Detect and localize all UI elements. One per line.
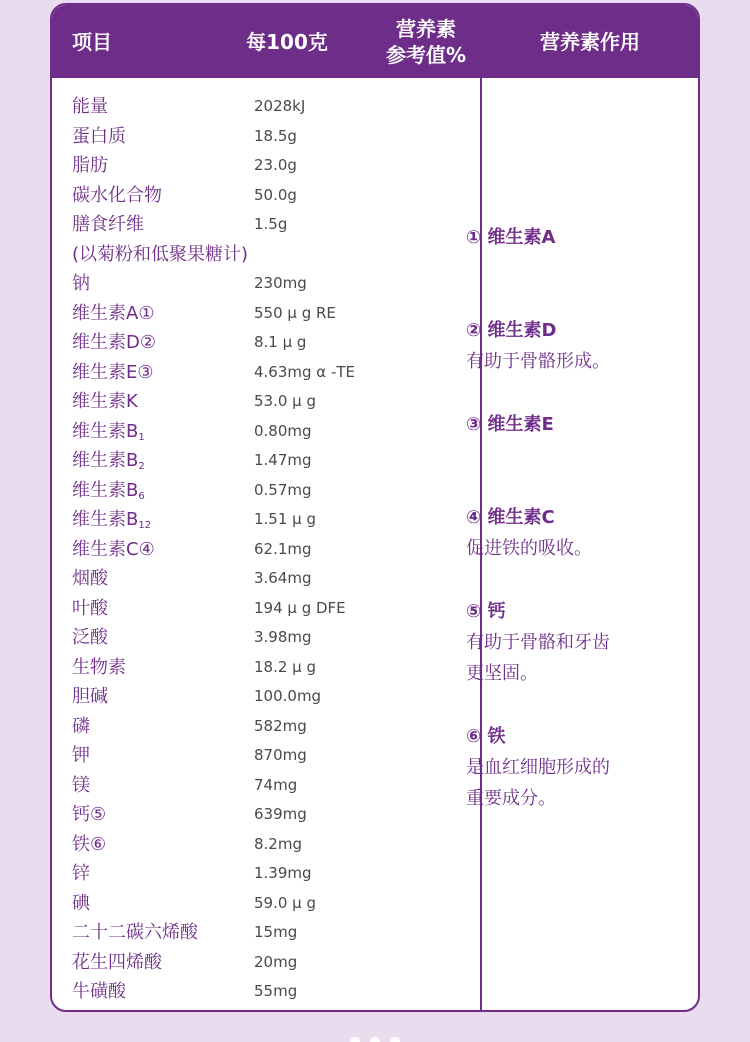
function-note-title: ⑥ 铁 bbox=[466, 726, 506, 747]
function-note-line: 更坚固。 bbox=[466, 663, 538, 684]
table-row bbox=[72, 358, 472, 388]
function-note-title: ④ 维生素C bbox=[466, 507, 555, 528]
nutrient-name bbox=[72, 594, 108, 624]
nutrient-name bbox=[72, 328, 156, 358]
table-row bbox=[72, 417, 472, 447]
table-row bbox=[72, 151, 472, 181]
table-row bbox=[72, 948, 472, 978]
function-note bbox=[466, 315, 610, 377]
function-note-line: 促进铁的吸收。 bbox=[466, 538, 592, 559]
table-row bbox=[72, 712, 472, 742]
nutrient-name-text: 胆碱 bbox=[72, 686, 108, 707]
nutrient-name-text: 维生素B bbox=[72, 509, 139, 530]
nutrient-subscript: 1 bbox=[138, 431, 145, 443]
nutrient-name bbox=[72, 889, 90, 919]
nutrient-value: 1.39mg bbox=[254, 864, 312, 882]
table-row bbox=[72, 92, 472, 122]
table-row bbox=[72, 594, 472, 624]
nutrient-value: 582mg bbox=[254, 716, 307, 735]
nutrient-name-text: 二十二碳六烯酸 bbox=[72, 922, 198, 943]
function-note-line: 有助于骨骼形成。 bbox=[466, 351, 610, 372]
function-note-title: ① 维生素A bbox=[466, 227, 556, 248]
nutrient-name bbox=[72, 741, 90, 771]
header-function: 营养素作用 bbox=[540, 29, 640, 54]
nutrient-name bbox=[72, 564, 108, 594]
table-header bbox=[52, 5, 698, 78]
nutrient-name-text: 维生素E③ bbox=[72, 361, 154, 383]
table-row bbox=[72, 240, 472, 270]
table-row bbox=[72, 977, 472, 1007]
table-row bbox=[72, 328, 472, 358]
nutrient-name-text: 钙⑤ bbox=[72, 804, 107, 825]
nutrient-value: 1.5g bbox=[254, 215, 288, 233]
table-row bbox=[72, 859, 472, 889]
nutrient-value: 20mg bbox=[254, 952, 298, 971]
nutrient-value: 1.51 μ g bbox=[254, 510, 316, 528]
nutrient-value: 550 μ g RE bbox=[254, 303, 336, 322]
nutrient-name-text: 生物素 bbox=[72, 656, 126, 678]
nutrient-name bbox=[72, 653, 126, 683]
nutrient-value: 0.80mg bbox=[254, 421, 312, 440]
header-nrv-line1: 营养素 bbox=[396, 16, 456, 41]
nutrient-value: 55mg bbox=[254, 982, 298, 1000]
function-note bbox=[466, 502, 592, 564]
function-note-line: 是血红细胞形成的 bbox=[466, 757, 610, 778]
nutrient-name-text: 叶酸 bbox=[72, 597, 108, 619]
nutrient-name bbox=[72, 476, 145, 509]
nutrient-name bbox=[72, 535, 155, 565]
nutrient-value: 639mg bbox=[254, 805, 307, 823]
nutrient-name-text: 维生素B bbox=[72, 479, 139, 501]
function-note bbox=[466, 596, 610, 689]
nutrient-value: 62.1mg bbox=[254, 539, 312, 558]
nutrient-name-text: 维生素D② bbox=[72, 332, 156, 353]
nutrient-name bbox=[72, 682, 108, 712]
nutrient-value: 2028kJ bbox=[254, 97, 306, 115]
table-row bbox=[72, 623, 472, 653]
nutrient-name bbox=[72, 299, 154, 329]
nutrient-name-text: 能量 bbox=[72, 96, 108, 117]
function-note-line: 重要成分。 bbox=[466, 788, 556, 809]
function-note-title: ③ 维生素E bbox=[466, 414, 554, 435]
table-row bbox=[72, 269, 472, 299]
table-row bbox=[72, 889, 472, 919]
function-note bbox=[466, 222, 555, 253]
header-per-100g: 每100克 bbox=[246, 29, 328, 54]
nutrient-name-text: 镁 bbox=[72, 774, 90, 796]
nutrient-name bbox=[72, 771, 90, 801]
nutrient-value: 59.0 μ g bbox=[254, 893, 316, 912]
nutrient-value: 1.47mg bbox=[254, 451, 312, 469]
nutrient-name-text: (以菊粉和低聚果糖计) bbox=[72, 243, 249, 265]
nutrient-name bbox=[72, 151, 108, 181]
table-row bbox=[72, 682, 472, 712]
nutrient-subscript: 2 bbox=[138, 461, 145, 472]
nutrient-value: 230mg bbox=[254, 274, 307, 292]
nutrient-name-text: 维生素C④ bbox=[72, 538, 155, 560]
nutrient-value: 74mg bbox=[254, 775, 298, 794]
nutrient-name bbox=[72, 417, 145, 450]
nutrient-value: 8.2mg bbox=[254, 834, 302, 853]
nutrient-name bbox=[72, 977, 126, 1007]
table-row bbox=[72, 771, 472, 801]
nutrient-name bbox=[72, 446, 145, 479]
nutrient-name-text: 维生素A① bbox=[72, 302, 155, 324]
nutrient-name-text: 维生素B bbox=[72, 420, 139, 442]
table-row bbox=[72, 505, 472, 535]
nutrient-name bbox=[72, 800, 106, 830]
nutrient-subscript: 12 bbox=[138, 520, 152, 531]
function-note-title: ⑤ 钙 bbox=[466, 601, 506, 622]
nutrient-name bbox=[72, 269, 90, 299]
nutrient-name-text: 脂肪 bbox=[72, 155, 108, 176]
nutrient-value: 3.64mg bbox=[254, 569, 312, 587]
nutrient-name bbox=[72, 387, 138, 417]
nutrient-name-text: 维生素K bbox=[72, 391, 138, 412]
nutrient-name bbox=[72, 210, 144, 240]
nutrient-name bbox=[72, 181, 162, 211]
nutrient-name-text: 碳水化合物 bbox=[72, 184, 162, 206]
nutrient-value: 53.0 μ g bbox=[254, 392, 316, 410]
nutrient-name bbox=[72, 830, 106, 860]
nutrient-value: 0.57mg bbox=[254, 480, 312, 499]
table-row bbox=[72, 535, 472, 565]
page-indicator-dots bbox=[300, 1036, 450, 1042]
table-row bbox=[72, 830, 472, 860]
nutrient-value: 100.0mg bbox=[254, 687, 322, 705]
nutrient-name bbox=[72, 92, 108, 122]
table-row bbox=[72, 446, 472, 476]
nutrient-name-text: 泛酸 bbox=[72, 627, 108, 648]
nutrient-name-text: 钾 bbox=[72, 745, 90, 766]
table-row bbox=[72, 476, 472, 506]
table-row bbox=[72, 181, 472, 211]
table-row bbox=[72, 653, 472, 683]
nutrient-name-text: 蛋白质 bbox=[72, 125, 126, 147]
nutrient-name bbox=[72, 240, 248, 270]
nutrient-name-text: 膳食纤维 bbox=[72, 214, 144, 235]
nutrient-value: 870mg bbox=[254, 746, 307, 764]
nutrient-name bbox=[72, 918, 198, 948]
nutrient-name bbox=[72, 358, 154, 388]
table-row bbox=[72, 299, 472, 329]
nutrient-name-text: 维生素B bbox=[72, 450, 139, 471]
nutrient-name bbox=[72, 623, 108, 653]
function-note-title: ② 维生素D bbox=[466, 320, 557, 341]
nutrient-name-text: 钠 bbox=[72, 273, 90, 294]
nutrient-name bbox=[72, 948, 162, 978]
table-row bbox=[72, 387, 472, 417]
nutrient-name bbox=[72, 505, 151, 538]
nutrient-value: 4.63mg α -TE bbox=[254, 362, 356, 381]
nutrient-value: 18.2 μ g bbox=[254, 657, 316, 676]
nutrient-value: 15mg bbox=[254, 923, 298, 941]
nutrition-table bbox=[50, 3, 700, 1012]
nutrient-name-text: 花生四烯酸 bbox=[72, 951, 162, 973]
table-row bbox=[72, 122, 472, 152]
nutrient-name-text: 牛磺酸 bbox=[72, 981, 126, 1002]
nutrient-subscript: 6 bbox=[138, 490, 145, 502]
table-row bbox=[72, 564, 472, 594]
nutrient-value: 23.0g bbox=[254, 156, 297, 174]
function-note bbox=[466, 409, 554, 440]
nutrient-value: 8.1 μ g bbox=[254, 333, 307, 351]
nutrient-name-text: 碘 bbox=[72, 892, 90, 914]
nutrient-value: 50.0g bbox=[254, 185, 297, 204]
nutrient-name bbox=[72, 712, 90, 742]
function-note bbox=[466, 721, 610, 814]
header-item: 项目 bbox=[72, 29, 112, 54]
nutrient-name bbox=[72, 122, 126, 152]
table-row bbox=[72, 918, 472, 948]
nutrient-value: 194 μ g DFE bbox=[254, 598, 346, 617]
function-note-line: 有助于骨骼和牙齿 bbox=[466, 632, 610, 653]
table-row bbox=[72, 741, 472, 771]
nutrient-name-text: 锌 bbox=[72, 863, 90, 884]
table-row bbox=[72, 210, 472, 240]
nutrient-name-text: 铁⑥ bbox=[72, 833, 107, 855]
header-nrv bbox=[374, 5, 478, 78]
table-row bbox=[72, 800, 472, 830]
nutrient-rows bbox=[72, 92, 472, 1007]
nutrient-name bbox=[72, 859, 90, 889]
nutrient-name-text: 烟酸 bbox=[72, 568, 108, 589]
nutrient-name-text: 磷 bbox=[72, 715, 90, 737]
nutrient-value: 3.98mg bbox=[254, 628, 312, 646]
header-nrv-line2: 参考值% bbox=[385, 42, 467, 67]
nutrient-value: 18.5g bbox=[254, 126, 297, 145]
